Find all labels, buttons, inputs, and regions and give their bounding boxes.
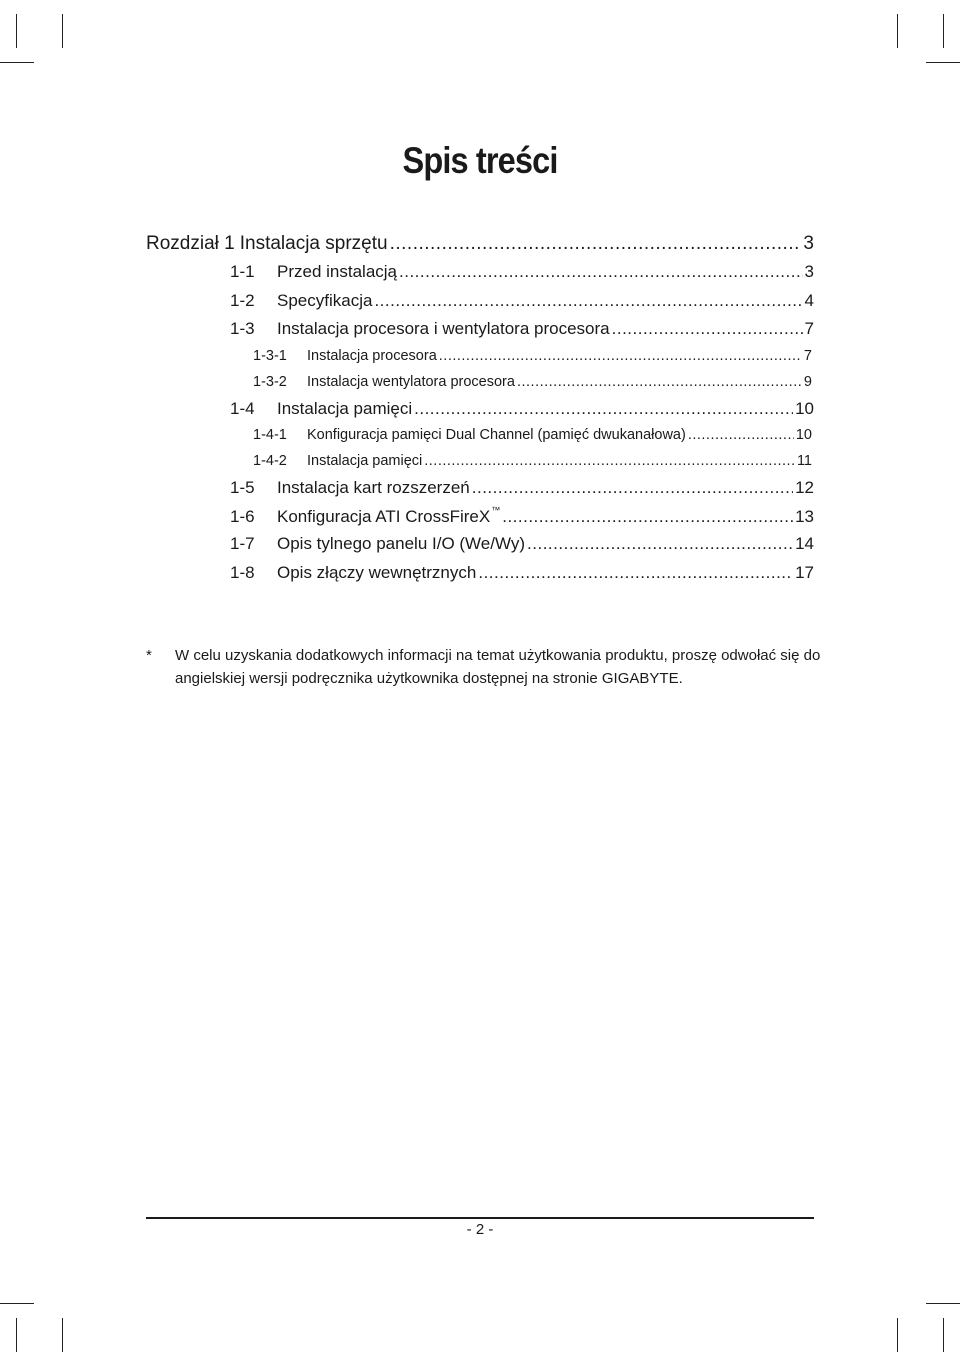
toc-entry[interactable] <box>230 399 814 419</box>
crop-mark <box>897 14 898 48</box>
crop-mark <box>943 14 944 48</box>
toc-entry-page: 10 <box>795 399 814 418</box>
toc-leader-dots <box>527 534 793 554</box>
toc-entry-number: 1-6 <box>230 507 255 526</box>
crop-mark <box>0 1303 34 1304</box>
toc-entry[interactable] <box>253 427 812 443</box>
toc-entry-number: 1-2 <box>230 291 255 310</box>
toc-entry-number: 1-7 <box>230 534 255 553</box>
crop-mark <box>16 14 17 48</box>
toc-entry-label: Konfiguracja ATI CrossFireX™ <box>277 505 501 526</box>
toc-entry-page: 13 <box>795 507 814 526</box>
toc-entry-label: Przed instalacją <box>277 262 398 281</box>
toc-entry[interactable] <box>146 233 814 255</box>
page-title: Spis treści <box>402 140 558 181</box>
crop-mark <box>926 62 960 63</box>
toc-entry[interactable] <box>253 453 812 469</box>
toc-entry-number: 1-4-2 <box>253 453 287 469</box>
toc-entry-number: 1-5 <box>230 478 255 497</box>
toc-entry-page: 4 <box>804 291 814 310</box>
toc-entry-number: 1-3-2 <box>253 374 287 390</box>
toc-leader-dots <box>424 453 795 469</box>
toc-leader-dots <box>478 563 793 583</box>
toc-entry-page: 11 <box>796 453 812 469</box>
crop-mark <box>0 62 34 63</box>
toc-leader-dots <box>517 374 802 390</box>
toc-entry-label: Instalacja wentylatora procesora <box>307 374 515 390</box>
footnote-marker: * <box>146 647 152 664</box>
toc-entry-page: 3 <box>804 262 814 281</box>
toc-entry-label: Konfiguracja pamięci Dual Channel (pamięć dwukanałowa) <box>307 427 686 443</box>
page-number: - 2 - <box>466 1221 494 1238</box>
toc-entry[interactable] <box>230 534 814 554</box>
toc-entry[interactable] <box>230 563 814 583</box>
toc-entry-label: Instalacja pamięci <box>307 453 423 469</box>
toc-entry-page: 10 <box>795 427 812 443</box>
toc-entry-page: 14 <box>795 534 814 553</box>
toc-entry-number: 1-3-1 <box>253 348 287 364</box>
toc-entry[interactable] <box>230 291 814 311</box>
trademark-symbol: ™ <box>491 505 501 515</box>
toc-entry[interactable] <box>230 505 814 527</box>
toc-entry-number: 1-3 <box>230 319 255 338</box>
toc-leader-dots <box>502 507 793 527</box>
footnote-text: W celu uzyskania dodatkowych informacji na temat użytkowania produktu, proszę odwołać się do angielskiej wersji podręcznika użytkownika dostępnej na stronie GIGABYTE. <box>175 647 821 687</box>
toc-entry[interactable] <box>230 319 814 339</box>
crop-mark <box>926 1303 960 1304</box>
toc-entry-label: Opis złączy wewnętrznych <box>277 563 477 582</box>
toc-entry-label: Instalacja pamięci <box>277 399 413 418</box>
toc-leader-dots <box>399 262 803 282</box>
toc-entry-number: 1-4 <box>230 399 255 418</box>
toc-entry-number: 1-4-1 <box>253 427 287 443</box>
toc-leader-dots <box>390 233 802 255</box>
toc-leader-dots <box>612 319 803 339</box>
toc-entry-page: 3 <box>803 233 814 254</box>
toc-leader-dots <box>414 399 793 419</box>
toc-entry[interactable] <box>230 262 814 282</box>
toc-leader-dots <box>439 348 802 364</box>
crop-mark <box>16 1318 17 1352</box>
toc-entry-number: Rozdział 1 <box>146 233 235 254</box>
toc-entry-number: 1-8 <box>230 563 255 582</box>
toc-leader-dots <box>688 427 794 443</box>
crop-mark <box>943 1318 944 1352</box>
toc-entry-label: Instalacja procesora <box>307 348 437 364</box>
toc-entry-label: Instalacja kart rozszerzeń <box>277 478 470 497</box>
crop-mark <box>62 14 63 48</box>
crop-mark <box>62 1318 63 1352</box>
toc-entry-page: 7 <box>803 348 812 364</box>
toc-entry-page: 17 <box>795 563 814 582</box>
toc-entry-page: 12 <box>795 478 814 497</box>
toc-entry[interactable] <box>230 478 814 498</box>
toc-entry-label: Instalacja procesora i wentylatora procesora <box>277 319 610 338</box>
toc-entry-label: Opis tylnego panelu I/O (We/Wy) <box>277 534 526 553</box>
crop-mark <box>897 1318 898 1352</box>
toc-leader-dots <box>374 291 802 311</box>
toc-leader-dots <box>472 478 793 498</box>
toc-entry-label: Instalacja sprzętu <box>239 233 388 254</box>
toc-entry[interactable] <box>253 348 812 364</box>
toc-entry-label: Specyfikacja <box>277 291 373 310</box>
footer-divider <box>146 1217 814 1219</box>
toc-entry[interactable] <box>253 374 812 390</box>
toc-entry-page: 7 <box>804 319 814 338</box>
toc-entry-number: 1-1 <box>230 262 255 281</box>
toc-entry-page: 9 <box>803 374 812 390</box>
